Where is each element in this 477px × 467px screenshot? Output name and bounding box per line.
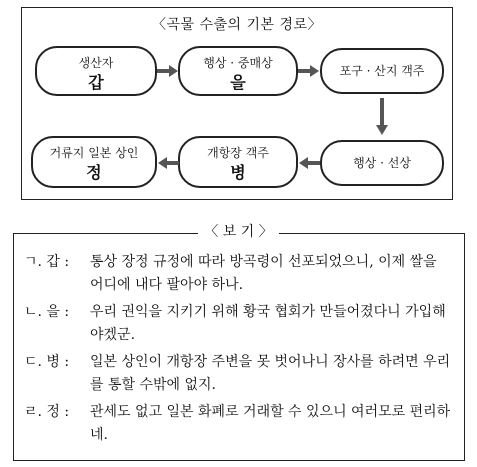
node-letter: 갑 (88, 73, 104, 92)
arrow-right-icon (297, 63, 321, 79)
node-letter: 병 (230, 163, 246, 182)
bogi-title-text: 〈 보 기 〉 (198, 224, 278, 240)
node-producer (35, 46, 157, 96)
arrow-left-icon (156, 155, 180, 171)
node-openport-gaekju (178, 136, 298, 188)
bogi-item-text: 일본 상인이 개항장 주변을 못 벗어나니 장사를 하려면 우리를 통할 수밖에 없지. (90, 354, 451, 393)
bogi-item (24, 301, 454, 347)
bogi-item (24, 401, 454, 447)
bogi-title (0, 221, 477, 241)
arrow-down-icon (374, 97, 390, 137)
node-role: 포구 · 산지 객주 (339, 64, 425, 78)
node-letter: 을 (230, 73, 246, 92)
bogi-item-key: ㄷ. 병 : (24, 354, 70, 370)
bogi-item-key: ㄴ. 을 : (24, 304, 70, 320)
bogi-item-key: ㄱ. 갑 : (24, 254, 70, 270)
node-role: 행상 · 선상 (353, 156, 411, 170)
node-port-gaekju (320, 48, 444, 94)
node-role: 행상 · 중매상 (203, 56, 273, 70)
bogi-item (24, 251, 454, 297)
node-role: 개항장 객주 (207, 146, 269, 160)
arrow-left-icon (297, 155, 321, 171)
node-japanese-merchant (31, 136, 157, 188)
node-role: 생산자 (78, 56, 114, 70)
node-peddler-shipper (320, 140, 444, 186)
bogi-box (13, 233, 465, 461)
node-letter: 정 (86, 163, 102, 182)
flow-diagram (21, 7, 453, 200)
node-peddler-broker (178, 46, 298, 96)
bogi-item-text: 관세도 없고 일본 화폐로 거래할 수 있으니 여러모로 편리하네. (90, 404, 451, 443)
bogi-item-text: 통상 장정 규정에 따라 방곡령이 선포되었으니, 이제 쌀을 어디에 내다 팔아야 하나. (90, 254, 437, 293)
bogi-item-key: ㄹ. 정 : (24, 404, 70, 420)
diagram-title: 〈곡물 수출의 기본 경로〉 (151, 17, 323, 33)
bogi-item-text: 우리 권익을 지키기 위해 황국 협회가 만들어졌다니 가입해야겠군. (90, 304, 446, 343)
bogi-item (24, 351, 454, 397)
arrow-right-icon (156, 63, 180, 79)
node-role: 거류지 일본 상인 (49, 146, 139, 160)
